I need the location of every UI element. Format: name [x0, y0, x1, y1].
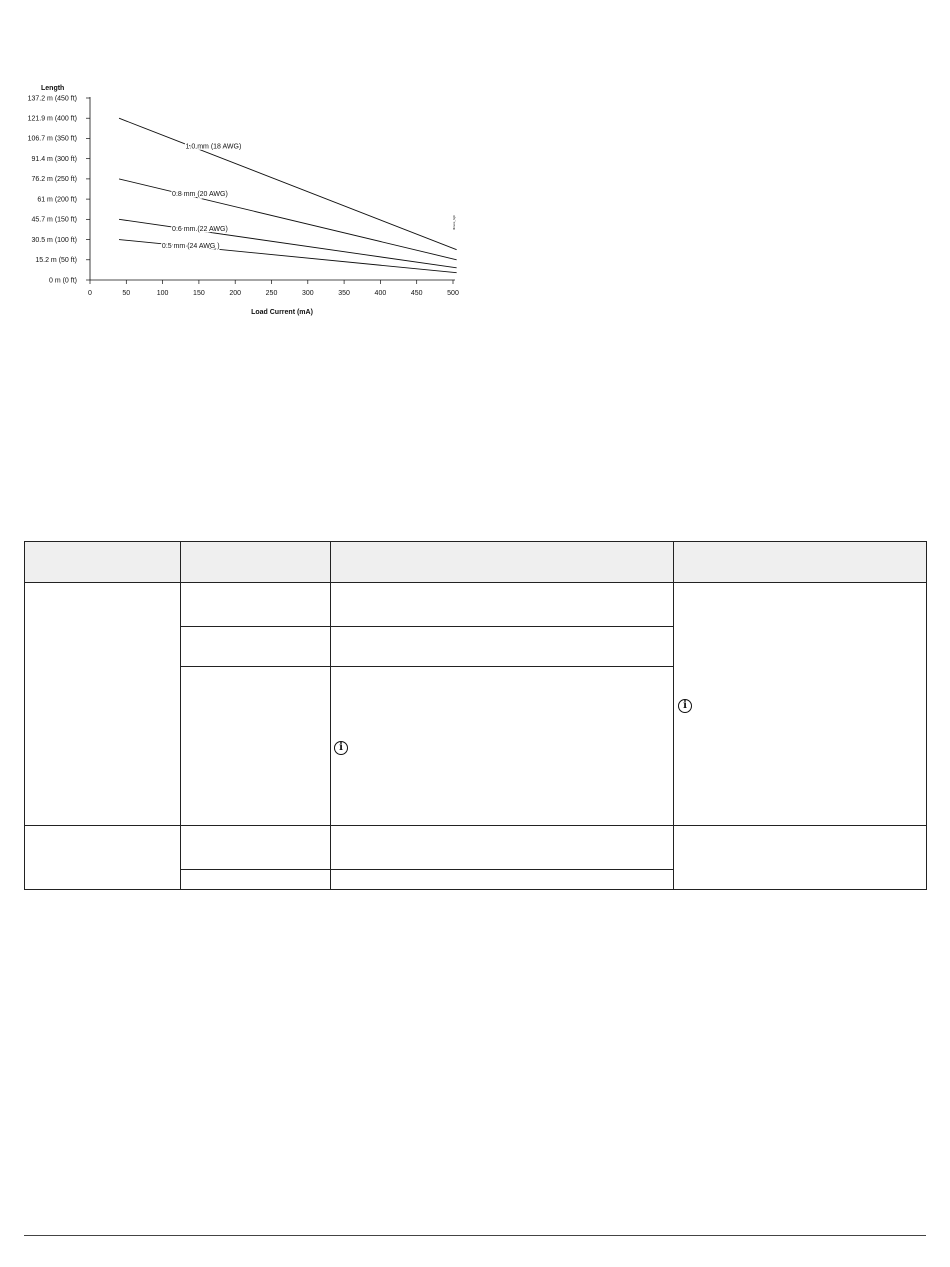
table-row — [25, 826, 927, 870]
table-cell — [25, 826, 181, 890]
x-tick-label: 300 — [301, 290, 314, 297]
table-cell — [331, 826, 674, 870]
y-axis-ticks — [28, 95, 90, 284]
watermark-text: Illinois_hgh — [452, 214, 456, 230]
y-tick-label: 76.2 m (250 ft) — [31, 176, 77, 184]
series-label: 1.0 mm (18 AWG) — [185, 143, 242, 151]
x-tick-label: 350 — [338, 290, 350, 297]
x-tick-label: 500 — [447, 290, 459, 297]
table-cell — [331, 870, 674, 890]
table-header-cell — [331, 542, 674, 583]
info-icon: i — [334, 741, 348, 755]
x-tick-label: 200 — [229, 290, 242, 297]
footer-divider — [24, 1235, 926, 1236]
y-tick-label: 45.7 m (150 ft) — [31, 216, 77, 224]
table-header-cell — [674, 542, 927, 583]
series-lines — [119, 118, 457, 272]
y-tick-label: 91.4 m (300 ft) — [31, 155, 77, 163]
y-tick-label: 30.5 m (100 ft) — [31, 236, 77, 244]
table-cell — [25, 583, 181, 826]
y-tick-label: 0 m (0 ft) — [48, 277, 77, 285]
x-tick-label: 450 — [410, 290, 423, 297]
x-tick-label: 100 — [156, 290, 169, 297]
series-label: 0.6 mm (22 AWG) — [172, 226, 228, 234]
x-tick-label: 50 — [122, 290, 131, 297]
series-label: 0.8 mm (20 AWG) — [172, 190, 228, 198]
spec-table — [24, 541, 927, 890]
y-tick-label: 106.7 m (350 ft) — [27, 135, 77, 143]
series-line — [119, 118, 457, 249]
x-tick-label: 150 — [193, 290, 205, 297]
line-chart — [0, 0, 480, 330]
x-tick-label: 250 — [265, 290, 278, 297]
table-cell — [331, 583, 674, 627]
series-label: 0.5 mm (24 AWG ) — [161, 242, 220, 250]
table-cell — [181, 627, 331, 667]
table-header-cell — [181, 542, 331, 583]
info-icon: i — [678, 699, 692, 713]
table-cell — [674, 583, 927, 826]
table-cell — [181, 667, 331, 826]
table-row — [25, 583, 927, 627]
x-axis-ticks — [88, 280, 459, 297]
x-axis-title: Load Current (mA) — [251, 309, 313, 316]
x-tick-label: 0 — [88, 290, 92, 297]
chart — [0, 0, 480, 330]
y-tick-label: 137.2 m (450 ft) — [27, 95, 77, 103]
y-tick-label: 121.9 m (400 ft) — [27, 115, 77, 123]
table-cell — [331, 667, 674, 826]
table-cell — [181, 870, 331, 890]
table-cell — [181, 826, 331, 870]
y-tick-label: 61 m (200 ft) — [37, 196, 77, 204]
y-tick-label: 15.2 m (50 ft) — [35, 257, 77, 265]
table-cell — [181, 583, 331, 627]
table-header-row — [25, 542, 927, 583]
y-axis-title: Length — [41, 85, 65, 92]
table-cell — [331, 627, 674, 667]
x-tick-label: 400 — [374, 290, 387, 297]
table-header-cell — [25, 542, 181, 583]
table-cell — [674, 826, 927, 890]
